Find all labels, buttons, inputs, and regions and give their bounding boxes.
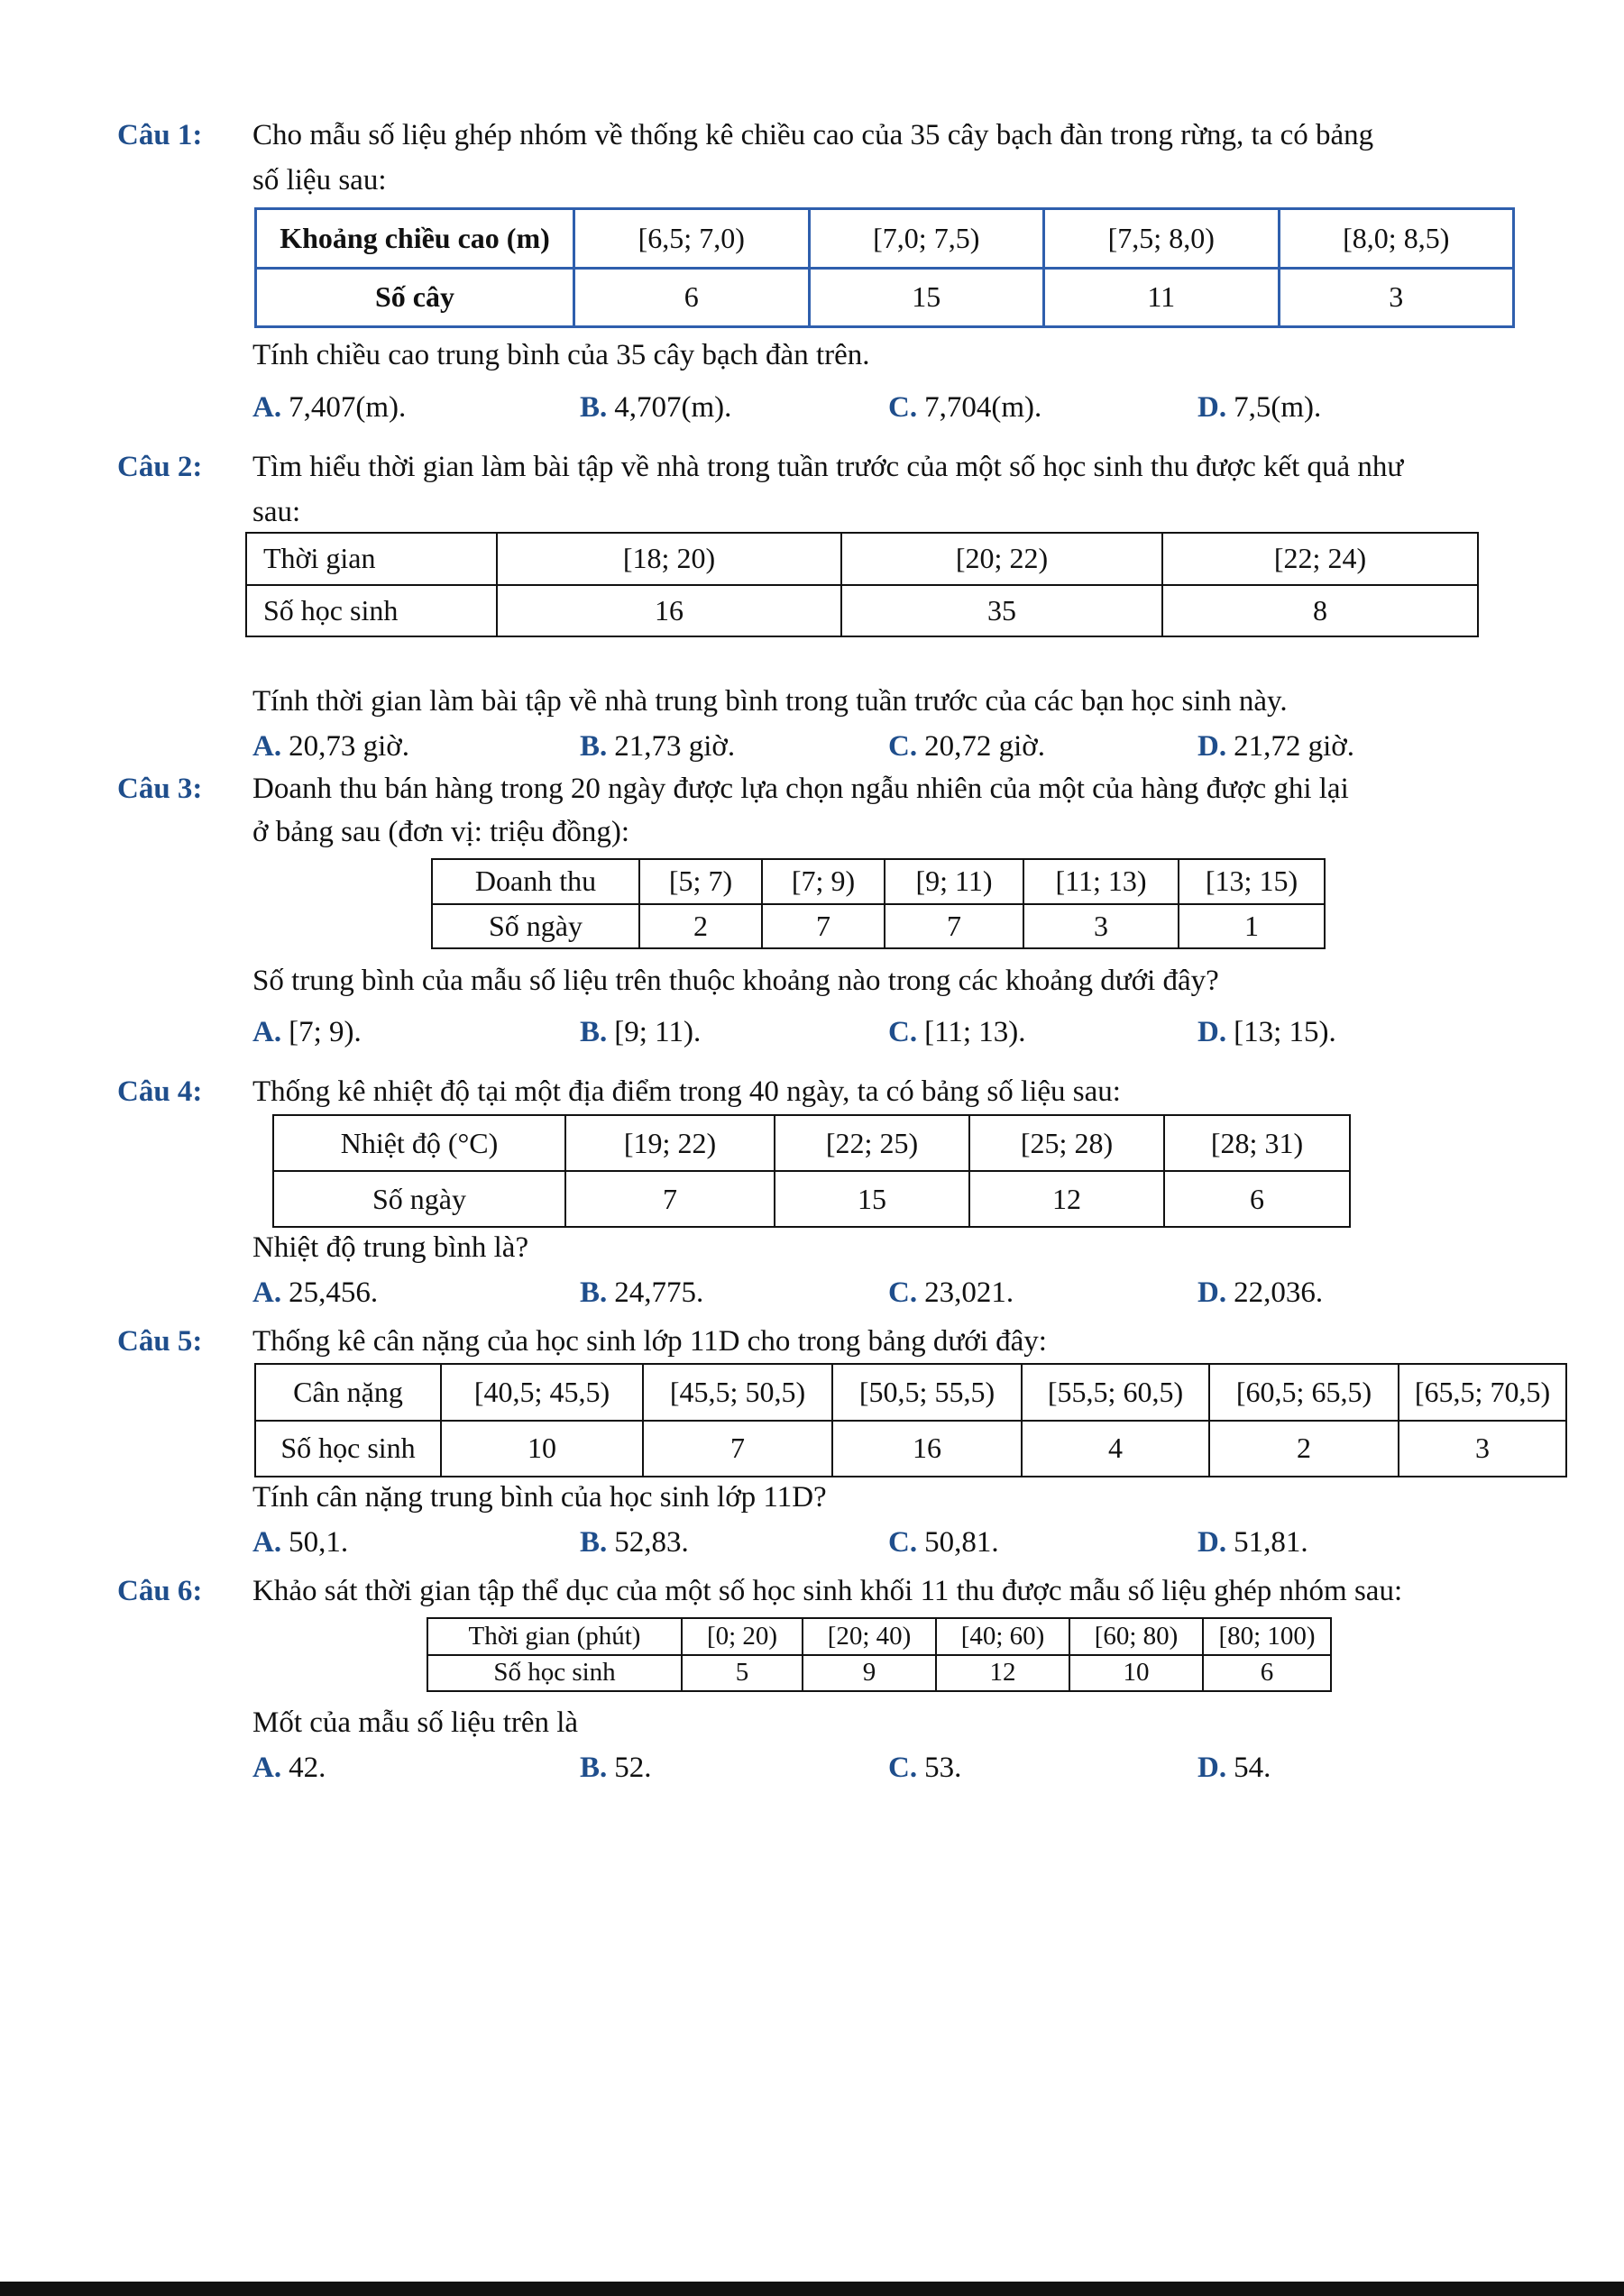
table-cell: [65,5; 70,5): [1399, 1364, 1566, 1421]
table-cell: [60; 80): [1069, 1618, 1203, 1655]
table-cell: [45,5; 50,5): [643, 1364, 832, 1421]
q5-option-c[interactable]: [888, 1526, 999, 1560]
table-cell: [7,5; 8,0): [1044, 209, 1280, 269]
option-text: 21,73 giờ.: [614, 730, 736, 763]
table-cell: 3: [1023, 904, 1179, 949]
table-cell: Số học sinh: [246, 585, 497, 637]
table-cell: [18; 20): [497, 533, 841, 585]
q4-option-c[interactable]: [888, 1276, 1014, 1310]
q1-text-line2: số liệu sau:: [252, 164, 387, 197]
q4-table: [272, 1114, 1351, 1228]
table-cell: [13; 15): [1179, 859, 1325, 904]
option-text: [7; 9).: [289, 1016, 362, 1048]
table-cell: Số học sinh: [427, 1655, 682, 1692]
q3-text-line1: Doanh thu bán hàng trong 20 ngày được lựa chọn ngẫu nhiên của một của hàng được ghi lại: [252, 773, 1349, 805]
q1-option-c[interactable]: [888, 391, 1041, 425]
table-cell: 7: [885, 904, 1023, 949]
table-row: [246, 585, 1478, 637]
table-cell: Thời gian (phút): [427, 1618, 682, 1655]
option-key: A.: [252, 1276, 282, 1309]
table-cell: [11; 13): [1023, 859, 1179, 904]
table-row: [273, 1171, 1350, 1227]
q2-text-line1: Tìm hiểu thời gian làm bài tập về nhà trong tuần trước của một số học sinh thu được kết quả như: [252, 451, 1404, 483]
q6-question: Mốt của mẫu số liệu trên là: [252, 1706, 579, 1739]
table-cell: 3: [1279, 268, 1514, 327]
q6-option-d[interactable]: [1197, 1752, 1271, 1785]
table-cell: [80; 100): [1203, 1618, 1331, 1655]
option-text: 4,707(m).: [614, 391, 732, 424]
table-cell: [19; 22): [565, 1115, 775, 1171]
q3-question: Số trung bình của mẫu số liệu trên thuộc khoảng nào trong các khoảng dưới đây?: [252, 965, 1219, 997]
q3-label: Câu 3:: [117, 773, 203, 805]
option-text: [13; 15).: [1234, 1016, 1336, 1048]
q5-table: [254, 1363, 1567, 1477]
q3-text-line2: ở bảng sau (đơn vị: triệu đồng):: [252, 816, 629, 848]
table-cell: [7,0; 7,5): [809, 209, 1044, 269]
option-text: 20,73 giờ.: [289, 730, 409, 763]
option-key: C.: [888, 1276, 918, 1309]
option-key: C.: [888, 730, 918, 763]
option-key: D.: [1197, 1276, 1227, 1309]
table-cell: 12: [936, 1655, 1069, 1692]
option-text: 22,036.: [1234, 1276, 1324, 1309]
table-cell: 10: [1069, 1655, 1203, 1692]
option-key: B.: [580, 730, 608, 763]
table-row: [246, 533, 1478, 585]
option-text: 7,5(m).: [1234, 391, 1322, 424]
table-cell: 7: [762, 904, 885, 949]
table-cell: [25; 28): [969, 1115, 1164, 1171]
table-cell: [50,5; 55,5): [832, 1364, 1022, 1421]
q5-option-a[interactable]: [252, 1526, 348, 1560]
q1-question: Tính chiều cao trung bình của 35 cây bạch đàn trên.: [252, 339, 870, 371]
q1-option-b[interactable]: [580, 391, 731, 425]
option-text: 50,81.: [924, 1526, 999, 1559]
table-cell: 7: [643, 1421, 832, 1477]
q4-question: Nhiệt độ trung bình là?: [252, 1231, 529, 1264]
option-key: B.: [580, 1016, 608, 1048]
q6-text-line1: Khảo sát thời gian tập thể dục của một số học sinh khối 11 thu được mẫu số liệu ghép nhóm sau:: [252, 1575, 1403, 1607]
option-key: B.: [580, 391, 608, 424]
table-cell: 9: [803, 1655, 936, 1692]
table-cell: [9; 11): [885, 859, 1023, 904]
table-cell: [7; 9): [762, 859, 885, 904]
table-cell: [40,5; 45,5): [441, 1364, 643, 1421]
q2-option-a[interactable]: [252, 730, 409, 764]
table-row: [273, 1115, 1350, 1171]
table-cell: [55,5; 60,5): [1022, 1364, 1209, 1421]
table-cell: 12: [969, 1171, 1164, 1227]
q6-option-c[interactable]: [888, 1752, 961, 1785]
table-row: [427, 1618, 1331, 1655]
option-text: 52.: [614, 1752, 652, 1784]
table-cell: Cân nặng: [255, 1364, 441, 1421]
option-text: 42.: [289, 1752, 326, 1784]
q4-option-d[interactable]: [1197, 1276, 1323, 1310]
q1-option-d[interactable]: [1197, 391, 1321, 425]
q2-question: Tính thời gian làm bài tập về nhà trung bình trong tuần trước của các bạn học sinh này.: [252, 685, 1288, 718]
table-cell: 16: [497, 585, 841, 637]
q2-option-c[interactable]: [888, 730, 1045, 764]
table-cell: Số cây: [256, 268, 574, 327]
q2-option-b[interactable]: [580, 730, 735, 764]
table-cell: 4: [1022, 1421, 1209, 1477]
q2-text-line2: sau:: [252, 496, 301, 528]
table-cell: Nhiệt độ (°C): [273, 1115, 565, 1171]
table-cell: [22; 24): [1162, 533, 1478, 585]
option-text: 54.: [1234, 1752, 1271, 1784]
q1-text-line1: Cho mẫu số liệu ghép nhóm về thống kê chiều cao của 35 cây bạch đàn trong rừng, ta có bảng: [252, 119, 1374, 151]
q1-label: Câu 1:: [117, 119, 203, 151]
table-cell: [40; 60): [936, 1618, 1069, 1655]
q3-option-d[interactable]: [1197, 1016, 1336, 1049]
table-cell: Số ngày: [273, 1171, 565, 1227]
q4-option-a[interactable]: [252, 1276, 378, 1310]
option-key: A.: [252, 391, 282, 424]
option-text: [9; 11).: [614, 1016, 702, 1048]
option-text: 52,83.: [614, 1526, 689, 1559]
table-cell: 6: [1203, 1655, 1331, 1692]
q4-label: Câu 4:: [117, 1075, 203, 1108]
table-cell: 3: [1399, 1421, 1566, 1477]
table-cell: 8: [1162, 585, 1478, 637]
table-row: [255, 1421, 1566, 1477]
option-text: 23,021.: [924, 1276, 1014, 1309]
option-key: D.: [1197, 730, 1227, 763]
option-text: 20,72 giờ.: [924, 730, 1045, 763]
q5-option-b[interactable]: [580, 1526, 689, 1560]
table-row: [255, 1364, 1566, 1421]
table-cell: [5; 7): [639, 859, 762, 904]
q2-option-d[interactable]: [1197, 730, 1354, 764]
option-text: 21,72 giờ.: [1234, 730, 1354, 763]
q6-table: [427, 1617, 1332, 1692]
option-key: D.: [1197, 1016, 1227, 1048]
table-cell: [60,5; 65,5): [1209, 1364, 1399, 1421]
option-key: C.: [888, 391, 918, 424]
table-cell: [20; 40): [803, 1618, 936, 1655]
option-key: D.: [1197, 391, 1227, 424]
table-cell: 35: [841, 585, 1162, 637]
q6-option-a[interactable]: [252, 1752, 326, 1785]
table-cell: [28; 31): [1164, 1115, 1350, 1171]
table-cell: [6,5; 7,0): [574, 209, 810, 269]
table-cell: 16: [832, 1421, 1022, 1477]
option-key: A.: [252, 1526, 282, 1559]
table-cell: 7: [565, 1171, 775, 1227]
q5-option-d[interactable]: [1197, 1526, 1308, 1560]
table-cell: Số ngày: [432, 904, 639, 949]
table-cell: Doanh thu: [432, 859, 639, 904]
table-cell: Khoảng chiều cao (m): [256, 209, 574, 269]
table-cell: 6: [574, 268, 810, 327]
q1-option-a[interactable]: [252, 391, 406, 425]
q4-option-b[interactable]: [580, 1276, 703, 1310]
table-cell: 15: [809, 268, 1044, 327]
table-row: [432, 859, 1325, 904]
table-cell: 6: [1164, 1171, 1350, 1227]
q5-label: Câu 5:: [117, 1325, 203, 1358]
q3-table: [431, 858, 1326, 949]
option-key: D.: [1197, 1526, 1227, 1559]
q5-question: Tính cân nặng trung bình của học sinh lớp 11D?: [252, 1481, 827, 1514]
option-text: 25,456.: [289, 1276, 379, 1309]
option-key: A.: [252, 1752, 282, 1784]
option-text: 7,407(m).: [289, 391, 407, 424]
table-row: [427, 1655, 1331, 1692]
q3-option-c[interactable]: [888, 1016, 1026, 1049]
option-text: 7,704(m).: [924, 391, 1042, 424]
option-key: C.: [888, 1752, 918, 1784]
table-row: [256, 268, 1514, 327]
table-cell: [20; 22): [841, 533, 1162, 585]
option-text: [11; 13).: [924, 1016, 1026, 1048]
table-cell: [0; 20): [682, 1618, 803, 1655]
table-row: [432, 904, 1325, 949]
page-bottom-edge: [0, 2282, 1624, 2296]
option-key: A.: [252, 1016, 282, 1048]
q2-table: [245, 532, 1479, 637]
option-key: C.: [888, 1016, 918, 1048]
option-text: 50,1.: [289, 1526, 349, 1559]
option-text: 24,775.: [614, 1276, 704, 1309]
option-key: C.: [888, 1526, 918, 1559]
option-key: D.: [1197, 1752, 1227, 1784]
table-cell: 10: [441, 1421, 643, 1477]
table-cell: Số học sinh: [255, 1421, 441, 1477]
option-text: 53.: [924, 1752, 962, 1784]
table-cell: 15: [775, 1171, 969, 1227]
option-key: B.: [580, 1276, 608, 1309]
q2-label: Câu 2:: [117, 451, 203, 483]
q6-label: Câu 6:: [117, 1575, 203, 1607]
table-cell: [8,0; 8,5): [1279, 209, 1514, 269]
q4-text-line1: Thống kê nhiệt độ tại một địa điểm trong 40 ngày, ta có bảng số liệu sau:: [252, 1075, 1121, 1108]
option-text: 51,81.: [1234, 1526, 1308, 1559]
table-cell: 5: [682, 1655, 803, 1692]
q5-text-line1: Thống kê cân nặng của học sinh lớp 11D cho trong bảng dưới đây:: [252, 1325, 1047, 1358]
q1-table: [254, 207, 1515, 328]
option-key: A.: [252, 730, 282, 763]
option-key: B.: [580, 1526, 608, 1559]
q6-option-b[interactable]: [580, 1752, 652, 1785]
q3-option-a[interactable]: [252, 1016, 362, 1049]
table-row: [256, 209, 1514, 269]
table-cell: 11: [1044, 268, 1280, 327]
table-cell: 2: [639, 904, 762, 949]
table-cell: Thời gian: [246, 533, 497, 585]
table-cell: 2: [1209, 1421, 1399, 1477]
option-key: B.: [580, 1752, 608, 1784]
q3-option-b[interactable]: [580, 1016, 701, 1049]
table-cell: 1: [1179, 904, 1325, 949]
table-cell: [22; 25): [775, 1115, 969, 1171]
